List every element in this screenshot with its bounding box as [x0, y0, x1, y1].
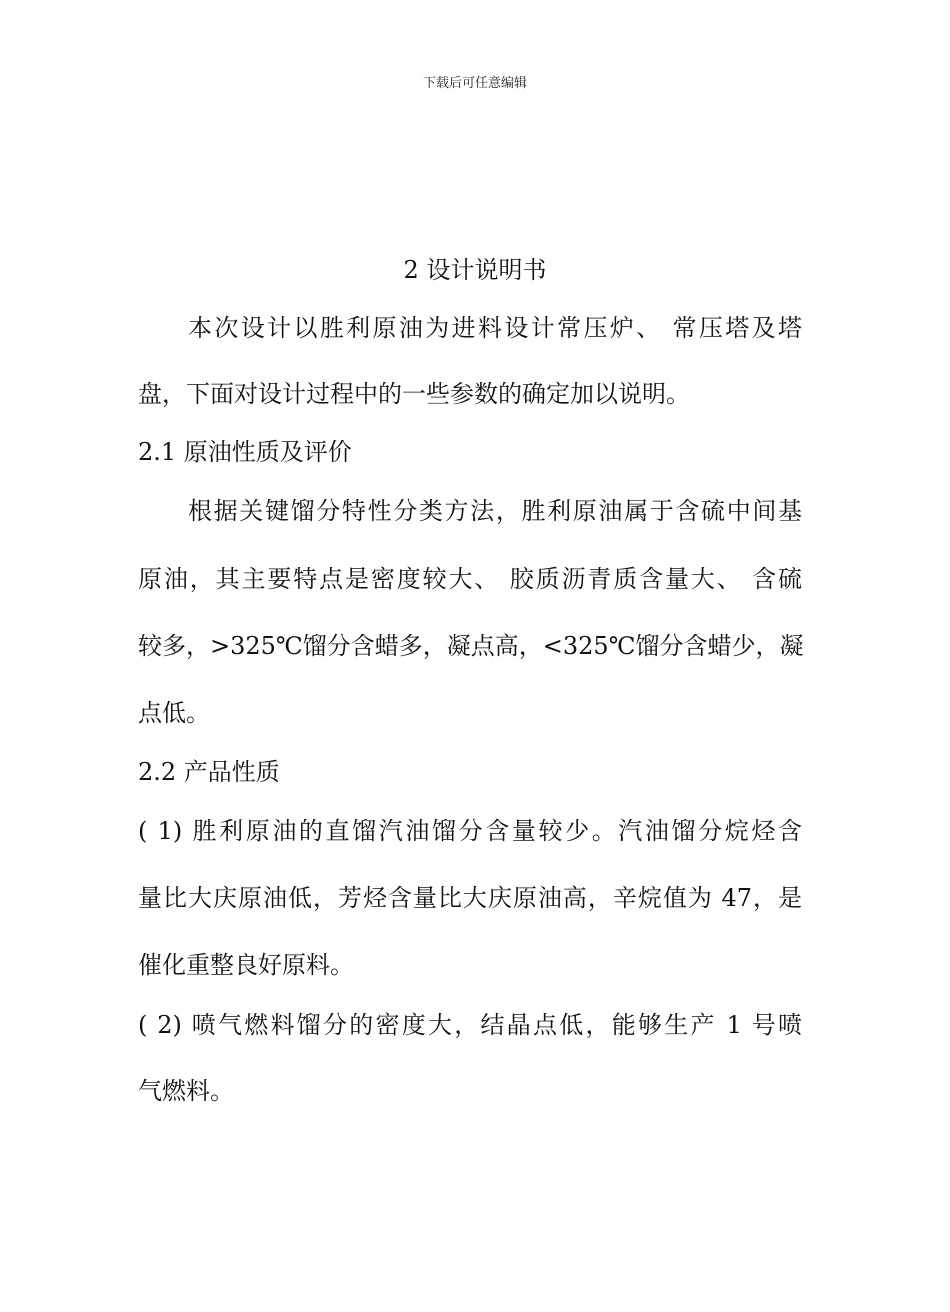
- item-1-line-3: 催化重整良好原料。: [138, 951, 354, 979]
- section-2-1-line-3: 较多，>325℃馏分含蜡多，凝点高，<325℃馏分含蜡少，凝: [138, 632, 804, 660]
- item-2-line-2: 气燃料。: [138, 1077, 234, 1105]
- item-1-line-2: 量比大庆原油低，芳烃含量比大庆原油高，辛烷值为 47，是: [138, 884, 802, 912]
- section-2-1-heading: 2.1 原油性质及评价: [138, 438, 352, 466]
- section-2-1-line-2: 原油，其主要特点是密度较大、 胶质沥青质含量大、 含硫: [138, 565, 802, 593]
- intro-line-1: 本次设计以胜利原油为进料设计常压炉、 常压塔及塔: [188, 314, 802, 342]
- item-1-line-1: ( 1) 胜利原油的直馏汽油馏分含量较少。汽油馏分烷烃含: [138, 817, 802, 845]
- page-title: 2 设计说明书: [403, 256, 547, 284]
- header-note: 下载后可任意编辑: [422, 76, 527, 91]
- item-2-line-1: ( 2) 喷气燃料馏分的密度大，结晶点低，能够生产 1 号喷: [138, 1011, 802, 1039]
- intro-line-2: 盘，下面对设计过程中的一些参数的确定加以说明。: [138, 380, 690, 408]
- section-2-1-line-1: 根据关键馏分特性分类方法，胜利原油属于含硫中间基: [188, 497, 802, 525]
- section-2-2-heading: 2.2 产品性质: [138, 758, 280, 786]
- section-2-1-line-4: 点低。: [138, 699, 210, 727]
